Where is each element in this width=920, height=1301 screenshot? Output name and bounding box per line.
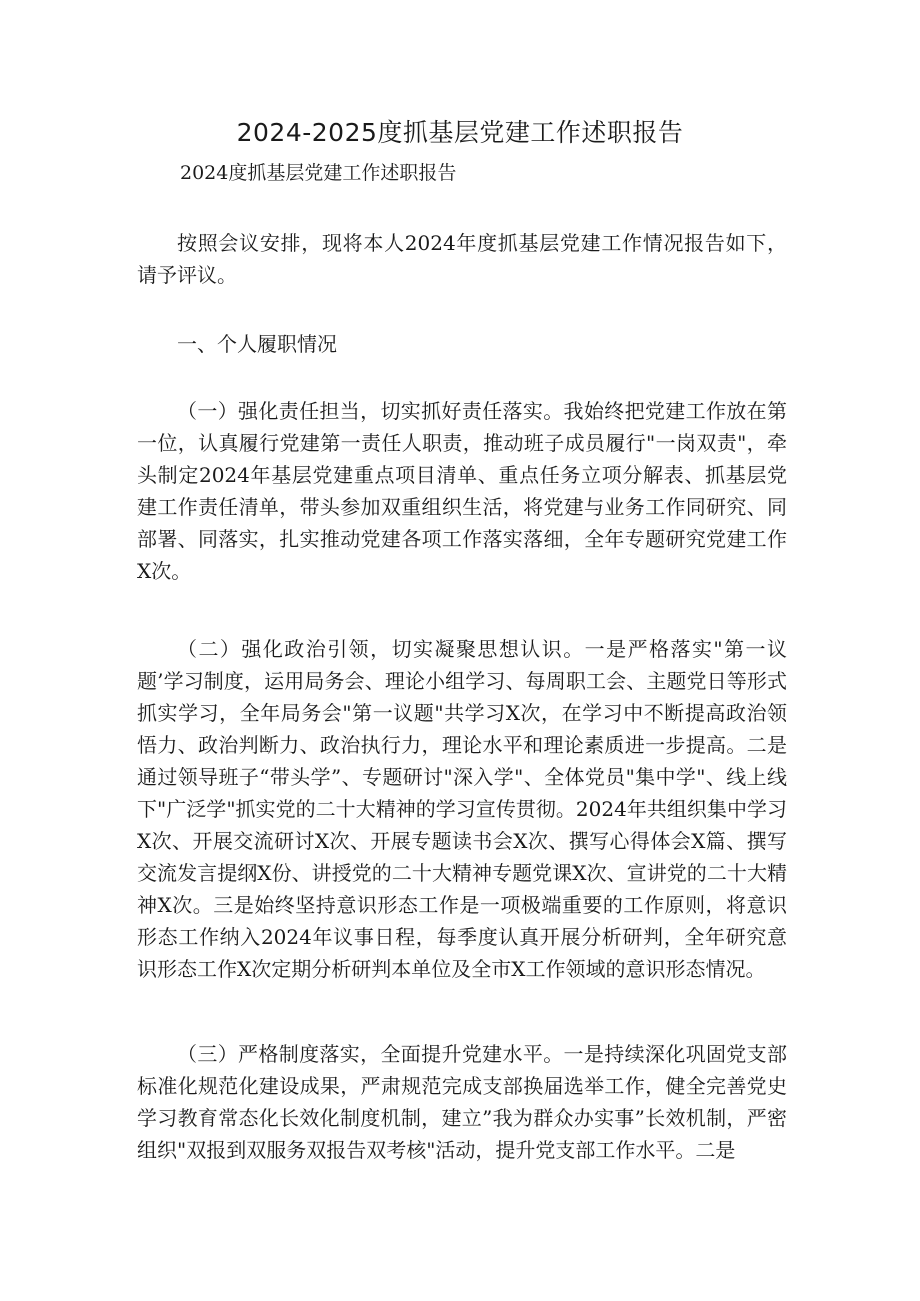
body-paragraph: （三）严格制度落实，全面提升党建水平。一是持续深化巩固党支部标准化规范化建设成果，严肃规范完成支部换届选举工作，健全完善党史学习教育常态化长效化制度机制，建立”我为群众办实事”长效机制，严密组织"双报到双服务双报告双考核"活动，提升党支部工作水平。二是 — [137, 1042, 787, 1162]
section-heading: 一、个人履职情况 — [177, 332, 337, 356]
document-title: 2024-2025度抓基层党建工作述职报告 — [236, 118, 684, 147]
document-subtitle: 2024度抓基层党建工作述职报告 — [180, 162, 457, 184]
intro-paragraph: 按照会议安排，现将本人2024年度抓基层党建工作情况报告如下，请予评议。 — [137, 231, 787, 287]
body-paragraph: （一）强化责任担当，切实抓好责任落实。我始终把党建工作放在第一位，认真履行党建第一责任人职责，推动班子成员履行"一岗双责"，牵头制定2024年基层党建重点项目清单、重点任务立项分解表、抓基层党建工作责任清单，带头参加双重组织生活，将党建与业务工作同研究、同部署、同落实，扎实推动党建各项工作落实落细，全年专题研究党建工作X次。 — [137, 399, 787, 583]
body-paragraph: （二）强化政治引领，切实凝聚思想认识。一是严格落实"第一议题’学习制度，运用局务会、理论小组学习、每周职工会、主题党日等形式抓实学习，全年局务会"第一议题"共学习X次，在学习中不断提高政治领悟力、政治判断力、政治执行力，理论水平和理论素质进一步提高。二是通过领导班子“带头学”、专题研讨"深入学"、全体党员"集中学"、线上线下"广泛学"抓实党的二十大精神的学习宣传贯彻。2024年共组织集中学习X次、开展交流研讨X次、开展专题读书会X次、撰写心得体会X篇、撰写交流发言提纲X份、讲授党的二十大精神专题党课X次、宣讲党的二十大精神X次。三是始终坚持意识形态工作是一项极端重要的工作原则，将意识形态工作纳入2024年议事日程，每季度认真开展分析研判，全年研究意识形态工作X次定期分析研判本单位及全市X工作领域的意识形态情况。 — [137, 637, 787, 981]
